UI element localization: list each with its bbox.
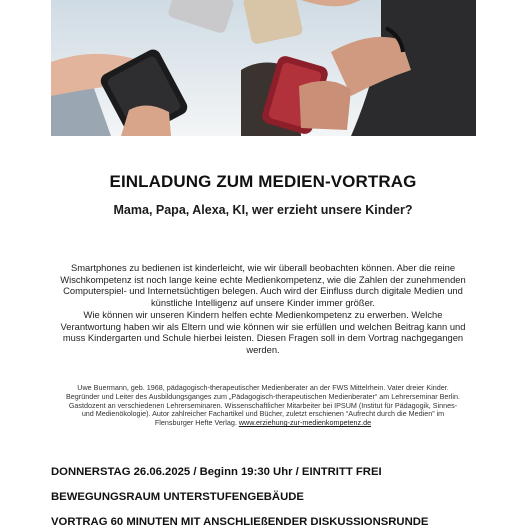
question-paragraph: Wie können wir unseren Kindern helfen echte Medienkompetenz zu erwerben. Welche Verantwortung haben wir als Eltern und wie können wir sie erfüllen und welchen Beitrag kann und muss Kindergarten und Schule hierbei leisten. Diesen Fragen soll in dem Vortrag nachgegangen werden. (60, 309, 466, 355)
event-date-line: DONNERSTAG 26.06.2025 / Beginn 19:30 Uhr / EINTRITT FREI (51, 466, 382, 478)
speaker-bio (62, 384, 464, 428)
speaker-bio-text: Uwe Buermann, geb. 1968, pädagogisch-therapeutischer Medienberater an der FWS Mittelrhein. Vater dreier Kinder. Begründer und Leiter des Ausbildungsganges zum „Pädagogisch-therapeutischen Medienberater“ am Lehrerseminar Berlin. Gastdozent an verschiedenen Lehrerseminaren. Wissenschaftlicher Mitarbeiter bei IPSUM (Institut für Pädagogik, Sinnes- und Medienökologie). Autor zahlreicher Fachartikel und Bücher, zuletzt erschienen “Aufrecht durch die Medien” im Flensburger Hefte Verlag. (66, 383, 460, 428)
website-link[interactable]: www.erziehung-zur-medienkompetenz.de (238, 418, 372, 428)
event-format-line: VORTRAG 60 MINUTEN MIT ANSCHLIEßENDER DISKUSSIONSRUNDE (51, 516, 429, 526)
event-location-line: BEWEGUNGSRAUM UNTERSTUFENGEBÄUDE (51, 491, 304, 503)
intro-paragraph: Smartphones zu bedienen ist kinderleicht, wie wir überall beobachten können. Aber die reine Wischkompetenz ist noch lange keine echte Medienkompetenz, wie die Zahlen der zunehmenden Computerspiel- und Internetsüchtigen belegen. Auch wird der Einfluss durch digitale Medien und künstliche Intelligenz auf unsere Kinder immer größer. (60, 262, 466, 308)
header-photo (51, 0, 476, 136)
page-title: EINLADUNG ZUM MEDIEN-VORTRAG (109, 172, 417, 191)
page-subtitle: Mama, Papa, Alexa, KI, wer erzieht unsere Kinder? (113, 203, 413, 217)
hands-with-smartphones-illustration (51, 0, 476, 136)
